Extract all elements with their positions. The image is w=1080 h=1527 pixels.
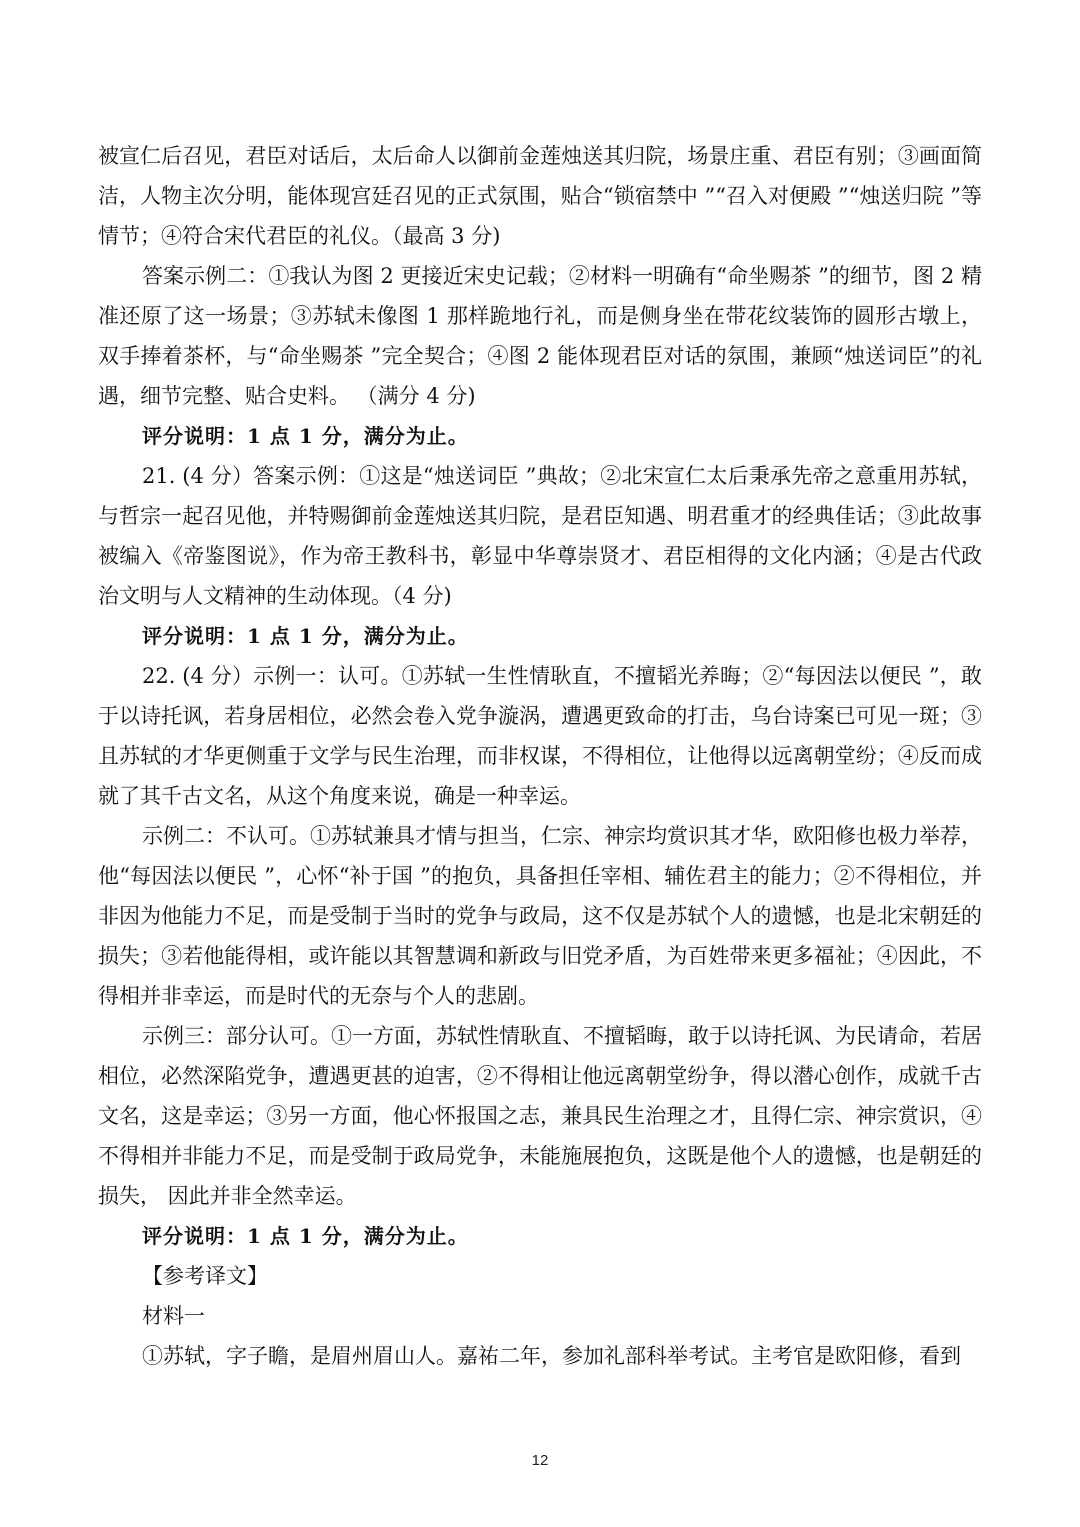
scoring-note: 评分说明：1 点 1 分，满分为止。 — [142, 624, 469, 648]
document-body — [98, 136, 982, 1376]
paragraph-answer-example-two: 答案示例二：①我认为图 2 更接近宋史记载；②材料一明确有“命坐赐茶 ”的细节，图 2 精准还原了这一场景；③苏轼未像图 1 那样跪地行礼，而是侧身坐在带花纹装饰的圆形古墩上，双手捧着茶杯，与“命坐赐茶 ”完全契合；④图 2 能体现君臣对话的氛围，兼顾“烛送词臣”的礼遇，细节完整、贴合史料。 （满分 4 分) — [98, 264, 982, 408]
paragraph-question-22-example-one: 22. (4 分）示例一：认可。①苏轼一生性情耿直，不擅韬光养晦；②“每因法以便民 ”，敢于以诗托讽，若身居相位，必然会卷入党争漩涡，遭遇更致命的打击，乌台诗案已可见一斑；③且苏轼的才华更侧重于文学与民生治理，而非权谋，不得相位，让他得以远离朝堂纷；④反而成就了其千古文名，从这个角度来说，确是一种幸运。 — [98, 664, 982, 808]
page-number: 12 — [531, 1452, 549, 1469]
paragraph-question-22-example-three: 示例三：部分认可。①一方面，苏轼性情耿直、不擅韬晦，敢于以诗托讽、为民请命，若居相位，必然深陷党争，遭遇更甚的迫害，②不得相让他远离朝堂纷争，得以潜心创作，成就千古文名，这是幸运；③另一方面，他心怀报国之志，兼具民生治理之才，且得仁宗、神宗赏识，④不得相并非能力不足，而是受制于政局党争，未能施展抱负，这既是他个人的遗憾，也是朝廷的损失， 因此并非全然幸运。 — [98, 1024, 982, 1208]
scoring-note: 评分说明：1 点 1 分，满分为止。 — [142, 424, 469, 448]
paragraph-answer-continuation: 被宣仁后召见，君臣对话后，太后命人以御前金莲烛送其归院，场景庄重、君臣有别；③画面简洁，人物主次分明，能体现宫廷召见的正式氛围，贴合“锁宿禁中 ”“召入对便殿 ”“烛送归院 ”等情节；④符合宋代君臣的礼仪。（最高 3 分) — [98, 144, 982, 248]
paragraph-translation-start: ①苏轼，字子瞻，是眉州眉山人。嘉祐二年，参加礼部科举考试。主考官是欧阳修，看到 — [142, 1344, 961, 1368]
paragraph-question-22-example-two: 示例二：不认可。①苏轼兼具才情与担当，仁宗、神宗均赏识其才华，欧阳修也极力举荐，他“每因法以便民 ”，心怀“补于国 ”的抱负，具备担任宰相、辅佐君主的能力；②不得相位，并非因为他能力不足，而是受制于当时的党争与政局，这不仅是苏轼个人的遗憾，也是北宋朝廷的损失；③若他能得相，或许能以其智慧调和新政与旧党矛盾，为百姓带来更多福祉；④因此，不得相并非幸运，而是时代的无奈与个人的悲剧。 — [98, 824, 982, 1008]
paragraph-question-21: 21. (4 分）答案示例：①这是“烛送词臣 ”典故；②北宋宣仁太后秉承先帝之意重用苏轼，与哲宗一起召见他，并特赐御前金莲烛送其归院，是君臣知遇、明君重才的经典佳话；③此故事被编入《帝鉴图说》，作为帝王教科书，彰显中华尊崇贤才、君臣相得的文化内涵；④是古代政治文明与人文精神的生动体现。（4 分) — [98, 464, 982, 608]
subheading-material-one: 材料一 — [142, 1304, 205, 1328]
scoring-note: 评分说明：1 点 1 分，满分为止。 — [142, 1224, 469, 1248]
section-heading-translation: 【参考译文】 — [142, 1264, 268, 1288]
